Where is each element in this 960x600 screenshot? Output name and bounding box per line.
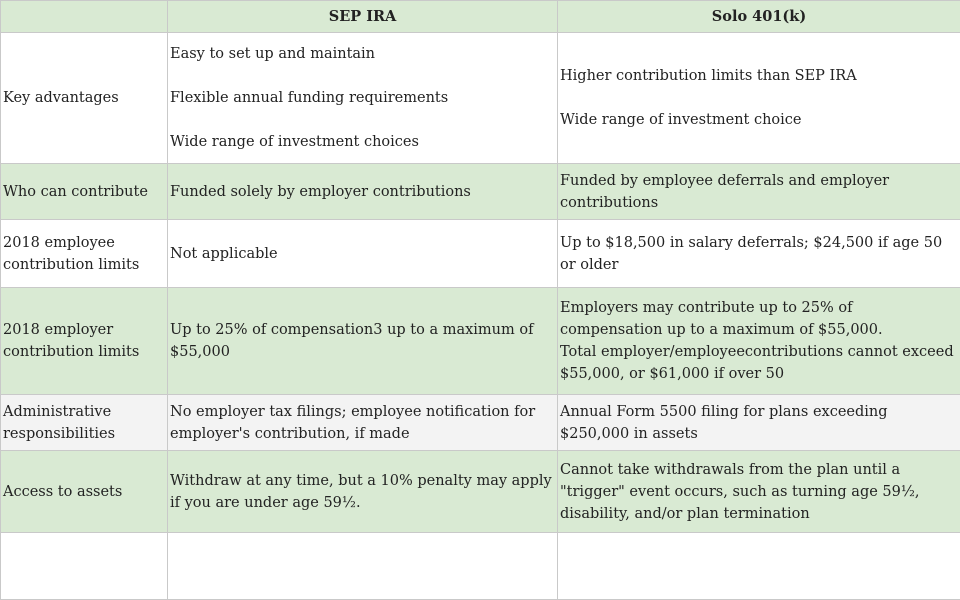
cell-text: No employer tax filings; employee notification for employer's contribution, if made xyxy=(170,403,536,442)
cell-text: Withdraw at any time, but a 10% penalty may apply if you are under age 59½. xyxy=(170,472,552,511)
header-row xyxy=(1,1,960,33)
sep-ira-cell xyxy=(168,164,558,220)
cell-text: Wide range of investment choices xyxy=(170,134,419,150)
solo-401k-cell xyxy=(558,451,960,533)
solo-401k-cell xyxy=(558,164,960,220)
cell-text: Easy to set up and maintain xyxy=(170,46,376,62)
header-corner-cell xyxy=(1,1,168,33)
table-row xyxy=(1,33,960,164)
row-label: Administrative responsibilities xyxy=(1,395,168,451)
cell-text: Not applicable xyxy=(170,245,278,262)
solo-401k-cell xyxy=(558,288,960,395)
sep-ira-cell xyxy=(168,288,558,395)
table-row xyxy=(1,288,960,395)
cell-text: Up to $18,500 in salary deferrals; $24,500 if age 50 or older xyxy=(560,234,943,273)
empty-cell xyxy=(558,533,960,600)
row-label: Key advantages xyxy=(1,33,168,164)
cell-text: Employers may contribute up to 25% of compensation up to a maximum of $55,000. xyxy=(560,300,883,338)
cell-text: Funded solely by employer contributions xyxy=(170,183,471,200)
table-row xyxy=(1,451,960,533)
empty-cell xyxy=(168,533,558,600)
sep-ira-cell xyxy=(168,220,558,288)
row-label: Access to assets xyxy=(1,451,168,533)
sep-ira-cell xyxy=(168,33,558,164)
empty-row xyxy=(1,533,960,600)
cell-text: Higher contribution limits than SEP IRA xyxy=(560,68,857,84)
empty-cell xyxy=(1,533,168,600)
header-solo-401k: Solo 401(k) xyxy=(558,1,960,33)
table-row xyxy=(1,164,960,220)
solo-401k-cell xyxy=(558,33,960,164)
sep-ira-cell xyxy=(168,451,558,533)
header-sep-ira: SEP IRA xyxy=(168,1,558,33)
cell-text: Wide range of investment choice xyxy=(560,112,802,128)
cell-text: Flexible annual funding requirements xyxy=(170,90,449,106)
cell-text: Annual Form 5500 filing for plans exceeding $250,000 in assets xyxy=(560,403,888,442)
table-row xyxy=(1,395,960,451)
row-label: 2018 employee contribution limits xyxy=(1,220,168,288)
solo-401k-cell xyxy=(558,395,960,451)
cell-text: Funded by employee deferrals and employer contributions xyxy=(560,172,890,211)
solo-401k-cell xyxy=(558,220,960,288)
row-label: 2018 employer contribution limits xyxy=(1,288,168,395)
row-label: Who can contribute xyxy=(1,164,168,220)
cell-text: Up to 25% of compensation3 up to a maximum of $55,000 xyxy=(170,322,534,360)
sep-ira-cell xyxy=(168,395,558,451)
cell-text: Cannot take withdrawals from the plan until a "trigger" event occurs, such as turning age 59½, disability, and/or plan termination xyxy=(560,461,920,522)
cell-text: Total employer/employeecontributions cannot exceed $55,000, or $61,000 if over 50 xyxy=(560,344,954,382)
table-row xyxy=(1,220,960,288)
